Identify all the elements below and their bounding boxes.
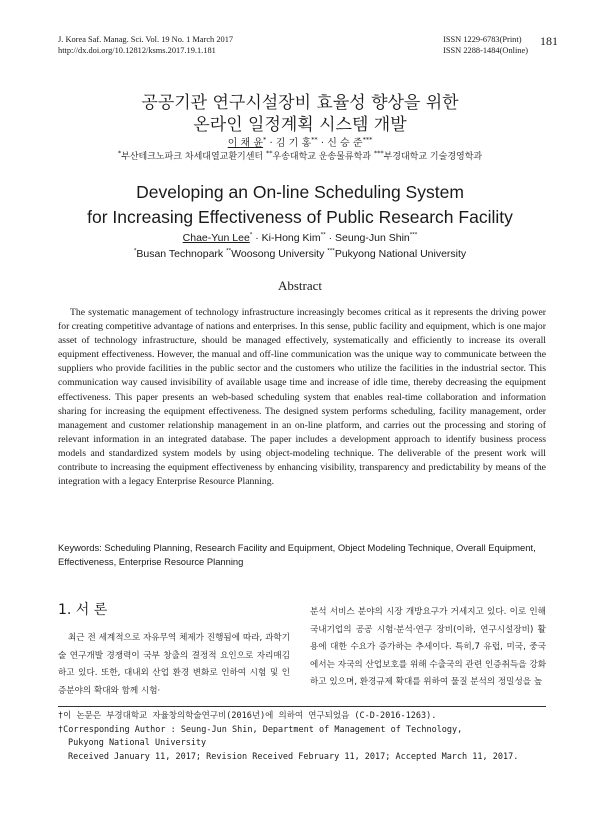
korean-affiliation-2: 우송대학교 운송물류학과 xyxy=(272,152,374,162)
korean-title-line2: 온라인 일정계획 시스템 개발 xyxy=(193,115,407,135)
korean-title xyxy=(0,92,600,136)
english-title xyxy=(0,180,600,230)
abstract-body: The systematic management of technology infrastructure increasingly becomes critical as it represents the driving power for creating competitive advantage of nations and enterprises. In this sense, public facility and equipment, which is one major asset of technology infrastructure, should be managed effectively, systematically and efficiently to increase its overall equipment effectiveness. However, the manual and off-line communication was the unique way to communicate between the suppliers who provide facilities in the public sector and the customers who utilize the facilities in the industrial sector. This communication way caused invisibility of available usage time and increase of idle time, thereby decreasing the equipment effectiveness. This paper presents an web-based scheduling system that enables real-time collaboration and information sharing for increasing the equipment effectiveness. The designed system performs scheduling, facility management, order management and customer relationship management in an on-line platform, and carries out the processing and storing of relevant information in an integrated database. The paper includes a development approach to identify business process models and standardized system models by using object-modeling technique. The deliverable of the present work will contribute to increasing the equipment effectiveness by enhancing visibility, transparency and predictability by means of the integration with a legacy Enterprise Resource Planning. xyxy=(58,307,546,488)
korean-author-1-mark: * xyxy=(263,135,267,144)
author-separator: · xyxy=(252,232,262,244)
doi-link[interactable]: http://dx.doi.org/10.12812/ksms.2017.19.1.181 xyxy=(58,46,216,55)
english-affiliation-3: Pukyong National University xyxy=(334,248,467,260)
korean-author-1: 이 채 윤 xyxy=(227,138,264,149)
footnotes xyxy=(58,710,548,764)
korean-title-line1: 공공기관 연구시설장비 효율성 향상을 위한 xyxy=(141,93,459,113)
header-right xyxy=(443,34,528,56)
korean-affiliation-1: 부산테크노파크 차세대열교환기센터 xyxy=(121,152,266,162)
abstract-heading: Abstract xyxy=(277,278,323,293)
affil-mark: *** xyxy=(327,247,335,255)
corresponding-author-note: †Corresponding Author : Seung-Jun Shin, Department of Management of Technology, xyxy=(58,724,463,735)
author-separator: · xyxy=(317,138,328,149)
english-title-line2: for Increasing Effectiveness of Public Research Facility xyxy=(87,207,513,227)
issn-online: ISSN 2288-1484(Online) xyxy=(443,46,528,55)
page-number: 181 xyxy=(540,34,558,48)
korean-authors xyxy=(0,137,600,150)
english-title-line1: Developing an On-line Scheduling System xyxy=(136,182,464,202)
korean-affiliation-3: 부경대학교 기술경영학과 xyxy=(383,152,483,162)
english-authors xyxy=(0,232,600,245)
author-separator: · xyxy=(325,232,336,244)
korean-affiliations xyxy=(0,151,600,163)
affil-mark: * xyxy=(133,247,137,255)
funding-note: †이 논문은 부경대학교 자율창의학술연구비(2016년)에 의하여 연구되었음 (C-D-2016-1263). xyxy=(58,711,437,721)
affil-mark: *** xyxy=(373,149,384,157)
korean-author-3-mark: *** xyxy=(362,135,373,144)
english-affiliations xyxy=(0,248,600,261)
affil-mark: ** xyxy=(265,149,273,157)
korean-author-2-mark: ** xyxy=(311,135,318,144)
issn-print: ISSN 1229-6783(Print) xyxy=(443,35,522,44)
english-author-3-mark: *** xyxy=(409,231,418,239)
english-affiliation-2: Woosong University xyxy=(231,248,328,260)
korean-author-2: 김 기 홍 xyxy=(275,138,312,149)
affil-mark: * xyxy=(117,149,122,157)
intro-right-column: 분석 서비스 분야의 시장 개방요구가 거세지고 있다. 이로 인해 국내기업의 공공 시험·분석·연구 장비(이하, 연구시설장비) 활용에 대한 수요가 증가하는 추세이다. 특히,7 유럽, 미국, 중국에서는 자국의 산업보호를 위해 수출국의 관련 인증취득을 강화하고 있으며, 환경규제 확대를 위하여 물질 분석의 정밀성을 높 xyxy=(310,607,546,688)
received-dates: Received January 11, 2017; Revision Received February 11, 2017; Accepted March 11, 2017. xyxy=(68,751,519,762)
intro-left-column: 최근 전 세계적으로 자유무역 체제가 진행됨에 따라, 과학기술 연구개발 경쟁력이 국부 창출의 결정적 요인으로 자리매김 하고 있다. 또한, 대내외 산업 환경 변화로 인하여 시험 및 인증분야의 확대와 함께 시험· xyxy=(58,633,290,696)
journal-citation: J. Korea Saf. Manag. Sci. Vol. 19 No. 1 March 2017 xyxy=(58,35,234,44)
author-separator: · xyxy=(266,138,276,149)
keywords: Keywords: Scheduling Planning, Research Facility and Equipment, Object Modeling Technique, Overall Equipment, Effectiveness, Enterprise Resource Planning xyxy=(58,542,536,568)
english-author-3: Seung-Jun Shin xyxy=(335,232,410,244)
affil-mark: ** xyxy=(226,247,232,255)
footnote-divider xyxy=(58,706,546,707)
english-author-1: Chae-Yun Lee xyxy=(182,232,250,244)
header-left xyxy=(58,34,233,56)
korean-author-3: 신 승 준 xyxy=(327,138,363,149)
corresponding-author-affiliation: Pukyong National University xyxy=(68,738,207,748)
english-author-1-mark: * xyxy=(249,231,253,239)
section-heading: 1. 서 론 xyxy=(58,602,108,618)
english-author-2: Ki-Hong Kim xyxy=(261,232,321,244)
english-author-2-mark: ** xyxy=(320,231,326,239)
english-affiliation-1: Busan Technopark xyxy=(136,248,227,260)
